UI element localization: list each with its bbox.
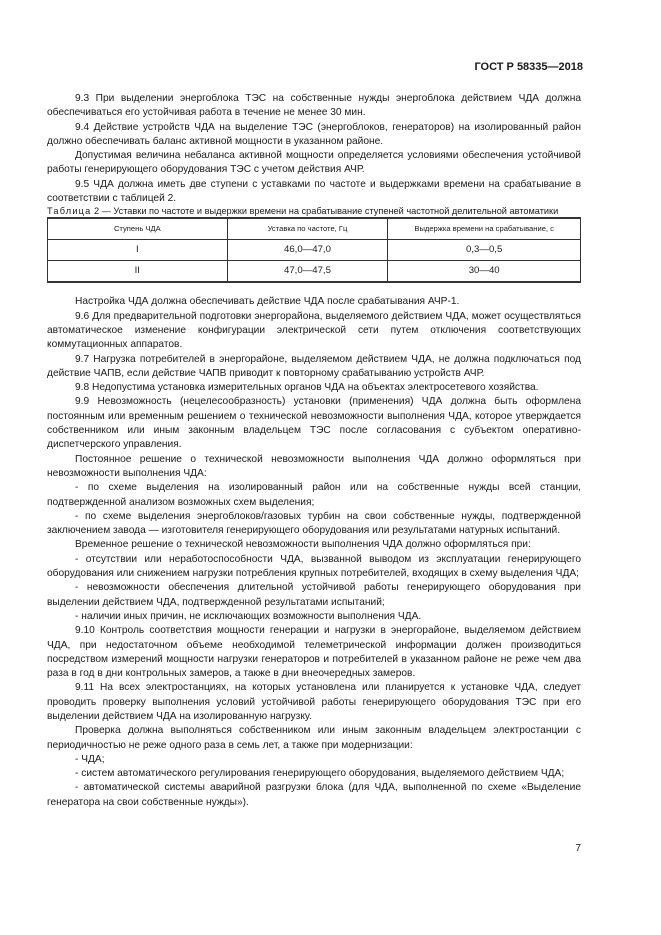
body-text <box>47 92 581 810</box>
list-item: - систем автоматического регулирования генерирующего оборудования, выделяемого действием ЧДА; <box>75 768 565 780</box>
list-item: - невозможности обеспечения длительной устойчивой работы генерирующего оборудования при выделении действием ЧДА, подтвержденной результатами испытаний; <box>47 582 581 608</box>
list-item: - по схеме выделения энергоблоков/газовых турбин на свои собственные нужды, подтвержденной заключением завода — изготовителя генерирующего оборудования или результатами натурных испытаний. <box>47 510 581 537</box>
paragraph: 9.10 Контроль соответствия мощности генерации и нагрузки в энергорайоне, выделяемом действием ЧДА, при недостаточном объеме необходимой телеметрической информации должен производиться посредством измерений мощности нагрузки генераторов и потребителей в указанном районе не реже чем два раза в год в дни контрольных замеров, а также в дни внеочередных замеров. <box>47 625 581 680</box>
paragraph: 9.7 Нагрузка потребителей в энергорайоне, выделяемом действием ЧДА, не должна подключаться под действие ЧАПВ, если действие ЧАПВ приводит к повторному срабатыванию устройств АЧР. <box>47 353 581 379</box>
settings-table <box>47 217 581 283</box>
table-caption-lead: Таблица <box>47 206 92 217</box>
paragraph: 9.4 Действие устройств ЧДА на выделение ТЭС (энергоблоков, генераторов) на изолированный район должно обеспечивать баланс активной мощности в указанном районе. <box>47 121 581 147</box>
column-header: Ступень ЧДА <box>48 218 228 240</box>
paragraph: 9.8 Недопустима установка измерительных органов ЧДА на объектах электросетевого хозяйства. <box>75 382 539 394</box>
paragraph: Допустимая величина небаланса активной мощности определяется условиями обеспечения устойчивой работы генерирующего оборудования ТЭС с учетом действия АЧР. <box>47 150 581 176</box>
paragraph: 9.9 Невозможность (нецелесообразность) установки (применения) ЧДА должна быть оформлена постоянным или временным решением о технической невозможности выполнения ЧДА, которое утверждается собственником или иным законным владельцем ТЭС после согласования с субъектом оперативно-диспетчерского управления. <box>47 396 581 451</box>
paragraph: 9.6 Для предварительной подготовки энергорайона, выделяемого действием ЧДА, может осуществляться автоматическое изменение конфигурации электрической сети путем отключения соответствующих коммутационных аппаратов. <box>47 310 581 351</box>
table-header-row <box>48 218 581 240</box>
table-cell: I <box>48 240 228 261</box>
paragraph: 9.5 ЧДА должна иметь две ступени с уставками по частоте и выдержками времени на срабатывание в соответствии с таблицей 2. <box>47 178 581 205</box>
paragraph: 9.11 На всех электростанциях, на которых установлена или планируется к установке ЧДА, следует проводить проверку выполнения условий устойчивой работы генерирующего оборудования ТЭС при его выделении действием ЧДА на изолированную нагрузку. <box>47 682 581 722</box>
paragraph: Настройка ЧДА должна обеспечивать действие ЧДА после срабатывания АЧР-1. <box>75 296 460 308</box>
paragraph: Временное решение о технической невозможности выполнения ЧДА должно оформляться при: <box>75 539 531 551</box>
table-cell: 30—40 <box>388 261 581 283</box>
list-item: - ЧДА; <box>75 753 105 765</box>
column-header: Уставка по частоте, Гц <box>227 218 388 240</box>
table-cell: II <box>48 261 228 283</box>
paragraph: Постоянное решение о технической невозможности выполнения ЧДА должно оформляться при невозможности выполнения ЧДА: <box>47 453 581 479</box>
paragraph: 9.3 При выделении энергоблока ТЭС на собственные нужды энергоблока действием ЧДА должна обеспечиваться его устойчивая работа в течение не менее 30 мин. <box>47 93 581 119</box>
list-item: - отсутствии или неработоспособности ЧДА, вызванной выводом из эксплуатации генерирующего оборудования или снижением нагрузки потребления крупных потребителей, входящих в схему выделения ЧДА; <box>47 553 581 580</box>
table-caption-text: 2 — Уставки по частоте и выдержки времени на срабатывание ступеней частотной делительной автоматики <box>91 206 559 217</box>
column-header: Выдержка времени на срабатывание, с <box>388 218 581 240</box>
paragraph: Проверка должна выполняться собственником или иным законным владельцем электростанции с периодичностью не реже одного раза в семь лет, а также при модернизации: <box>47 725 581 751</box>
table-caption <box>47 206 581 217</box>
list-item: - наличии иных причин, не исключающих возможности выполнения ЧДА. <box>75 610 422 622</box>
table-cell: 47,0—47,5 <box>227 261 388 283</box>
table-cell: 46,0—47,0 <box>227 240 388 261</box>
table-row <box>48 240 581 261</box>
standard-designation: ГОСТ Р 58335—2018 <box>474 61 583 73</box>
table-row <box>48 261 581 283</box>
table-cell: 0,3—0,5 <box>388 240 581 261</box>
list-item: - по схеме выделения на изолированный район или на собственные нужды всей станции, подтвержденной анализом возможных схем выделения; <box>47 482 581 508</box>
list-item: - автоматической системы аварийной разгрузки блока (для ЧДА, выполненной по схеме «Выделение генератора на свои собственные нужды»). <box>47 782 581 808</box>
page-number: 7 <box>575 843 581 854</box>
